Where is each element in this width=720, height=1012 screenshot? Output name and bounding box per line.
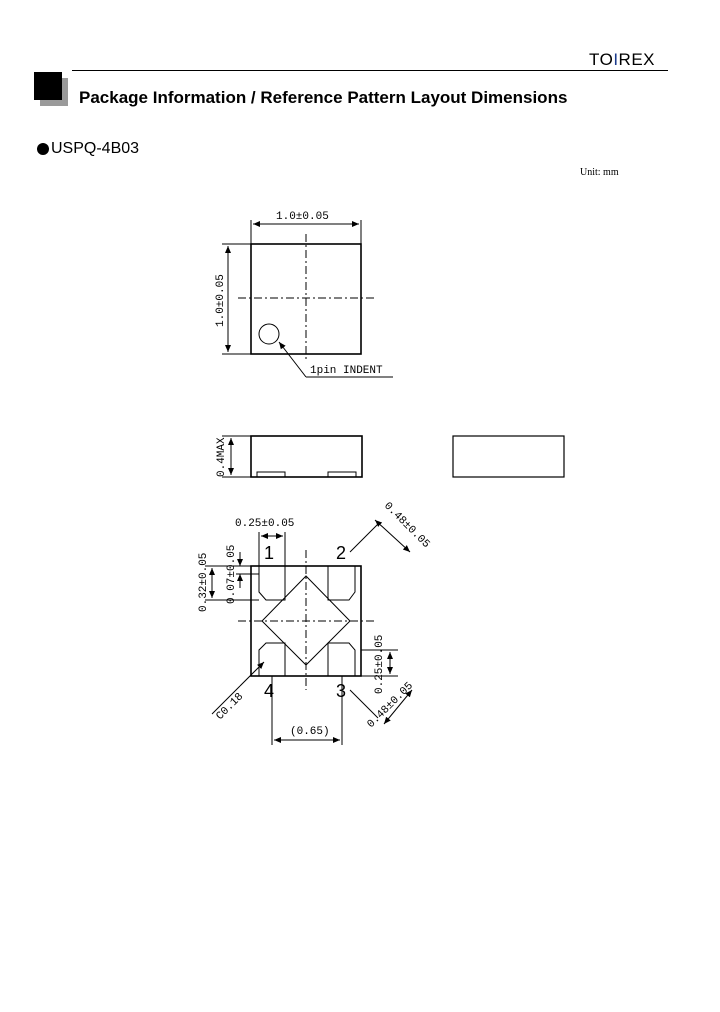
side-view (222, 436, 564, 477)
logo-text-end: REX (618, 50, 656, 69)
section-title: Package Information / Reference Pattern Layout Dimensions (79, 88, 568, 107)
top-width-label: 1.0±0.05 (276, 211, 329, 223)
pin-1-label: 1 (264, 543, 275, 563)
pad-width-label: 0.25±0.05 (235, 518, 295, 530)
side-view-2-outline (453, 436, 564, 477)
pad-1 (259, 566, 285, 600)
unit-label: Unit: mm (580, 167, 619, 178)
pitch-label: (0.65) (290, 726, 330, 738)
pad-4 (259, 643, 285, 676)
pin1-indent-circle (259, 324, 279, 344)
top-view (222, 220, 393, 377)
pad-offset-label: 0.07±0.05 (226, 544, 238, 604)
indent-label: 1pin INDENT (310, 365, 383, 377)
pad-2 (328, 566, 355, 600)
logo-text-start: TO (589, 50, 614, 69)
diag-top-label: 0.48±0.05 (381, 500, 432, 551)
diag-bottom-label: 0.48±0.05 (365, 680, 416, 731)
package-name: USPQ-4B03 (51, 140, 140, 157)
side-view-outline (251, 436, 362, 477)
top-height-label: 1.0±0.05 (215, 274, 227, 327)
pin-2-label: 2 (336, 543, 347, 563)
pin-4-label: 4 (264, 681, 275, 701)
chamfer-label: C0.18 (214, 690, 247, 723)
side-height-label: 0.4MAX (216, 437, 228, 477)
pad-height-right-label: 0.25±0.05 (374, 634, 386, 694)
logo-text-mid: I (613, 50, 619, 69)
pad-height-label: 0.32±0.05 (198, 552, 210, 612)
pad-3 (328, 643, 355, 676)
pin-3-label: 3 (336, 681, 347, 701)
